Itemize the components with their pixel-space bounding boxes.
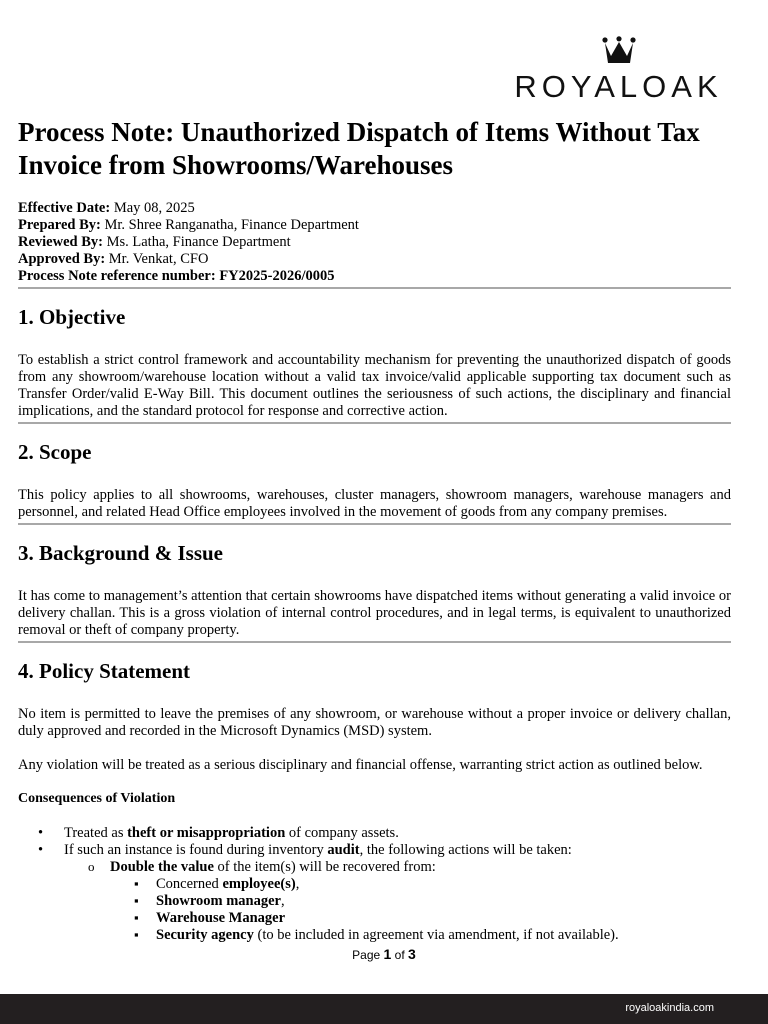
section-heading-background: 3. Background & Issue [18,541,223,565]
page-number: Page 1 of 3 [352,946,416,962]
section-text-scope: This policy applies to all showrooms, warehouses, cluster managers, showroom managers, warehouse managers and personnel, and related Head Office employees involved in the movement of goods from any company premises. [18,487,731,520]
brand-name: ROYALOAK [514,69,723,104]
list-item: ▪ Concerned employee(s), [110,876,731,893]
divider [18,641,731,643]
reviewed-by: Reviewed By: Ms. Latha, Finance Department [18,234,291,250]
section-heading-scope: 2. Scope [18,440,92,464]
list-item: o Double the value of the item(s) will be recovered from: ▪ Concerned employee(s), ▪ Showroom manager, ▪ Warehouse Manager ▪ Security agency (to be included in agreement via amendment, if not available). [64,859,731,944]
list-item: ▪ Security agency (to be included in agreement via amendment, if not available). [110,927,731,944]
reference-number: Process Note reference number: FY2025-2026/0005 [18,268,335,284]
section-text-policy-violation: Any violation will be treated as a serious disciplinary and financial offense, warranting strict action as outlined below. [18,757,703,773]
section-heading-objective: 1. Objective [18,305,126,329]
section-text-background: It has come to management’s attention that certain showrooms have dispatched items without generating a valid invoice or delivery challan. This is a gross violation of internal control procedures, and in legal terms, is equivalent to unauthorized removal or theft of company property. [18,588,731,638]
crown-icon [602,36,636,68]
effective-date: Effective Date: May 08, 2025 [18,200,195,216]
document-meta [18,200,731,285]
divider [18,523,731,525]
section-text-objective: To establish a strict control framework and accountability mechanism for preventing the unauthorized dispatch of goods from any showroom/warehouse location without a valid tax invoice/valid applicable supporting tax document such as Transfer Order/valid E-Way Bill. This document outlines the seriousness of such actions, the disciplinary and financial implications, and the standard protocol for response and corrective action. [18,352,731,419]
list-item: ▪ Warehouse Manager [110,910,731,927]
section-heading-policy: 4. Policy Statement [18,659,191,683]
recovery-list [110,876,731,944]
sub-list [64,859,731,944]
document-body [18,116,731,944]
royaloak-logo [511,36,726,104]
footer-bar [0,994,768,1024]
document-title: Process Note: Unauthorized Dispatch of Items Without Tax Invoice from Showrooms/Warehouses [18,117,700,180]
divider [18,287,731,289]
divider [18,422,731,424]
approved-by: Approved By: Mr. Venkat, CFO [18,251,209,267]
section-text-policy: No item is permitted to leave the premises of any showroom, or warehouse without a proper invoice or delivery challan, duly approved and recorded in the Microsoft Dynamics (MSD) system. [18,706,731,739]
list-item: • If such an instance is found during inventory audit, the following actions will be taken: o Double the value of the item(s) will be recovered from: ▪ Concerned employee(s), ▪ Showroom manager, ▪ Warehouse Manager ▪ Security agency (to be included in agreement via amendment, if not available). [18,842,731,944]
list-item: ▪ Showroom manager, [110,893,731,910]
prepared-by: Prepared By: Mr. Shree Ranganatha, Finance Department [18,217,359,233]
footer-url: royaloakindia.com [625,1002,714,1014]
list-item: • Treated as theft or misappropriation of company assets. [18,825,731,842]
consequences-heading: Consequences of Violation [18,791,176,806]
consequences-list [18,825,731,944]
